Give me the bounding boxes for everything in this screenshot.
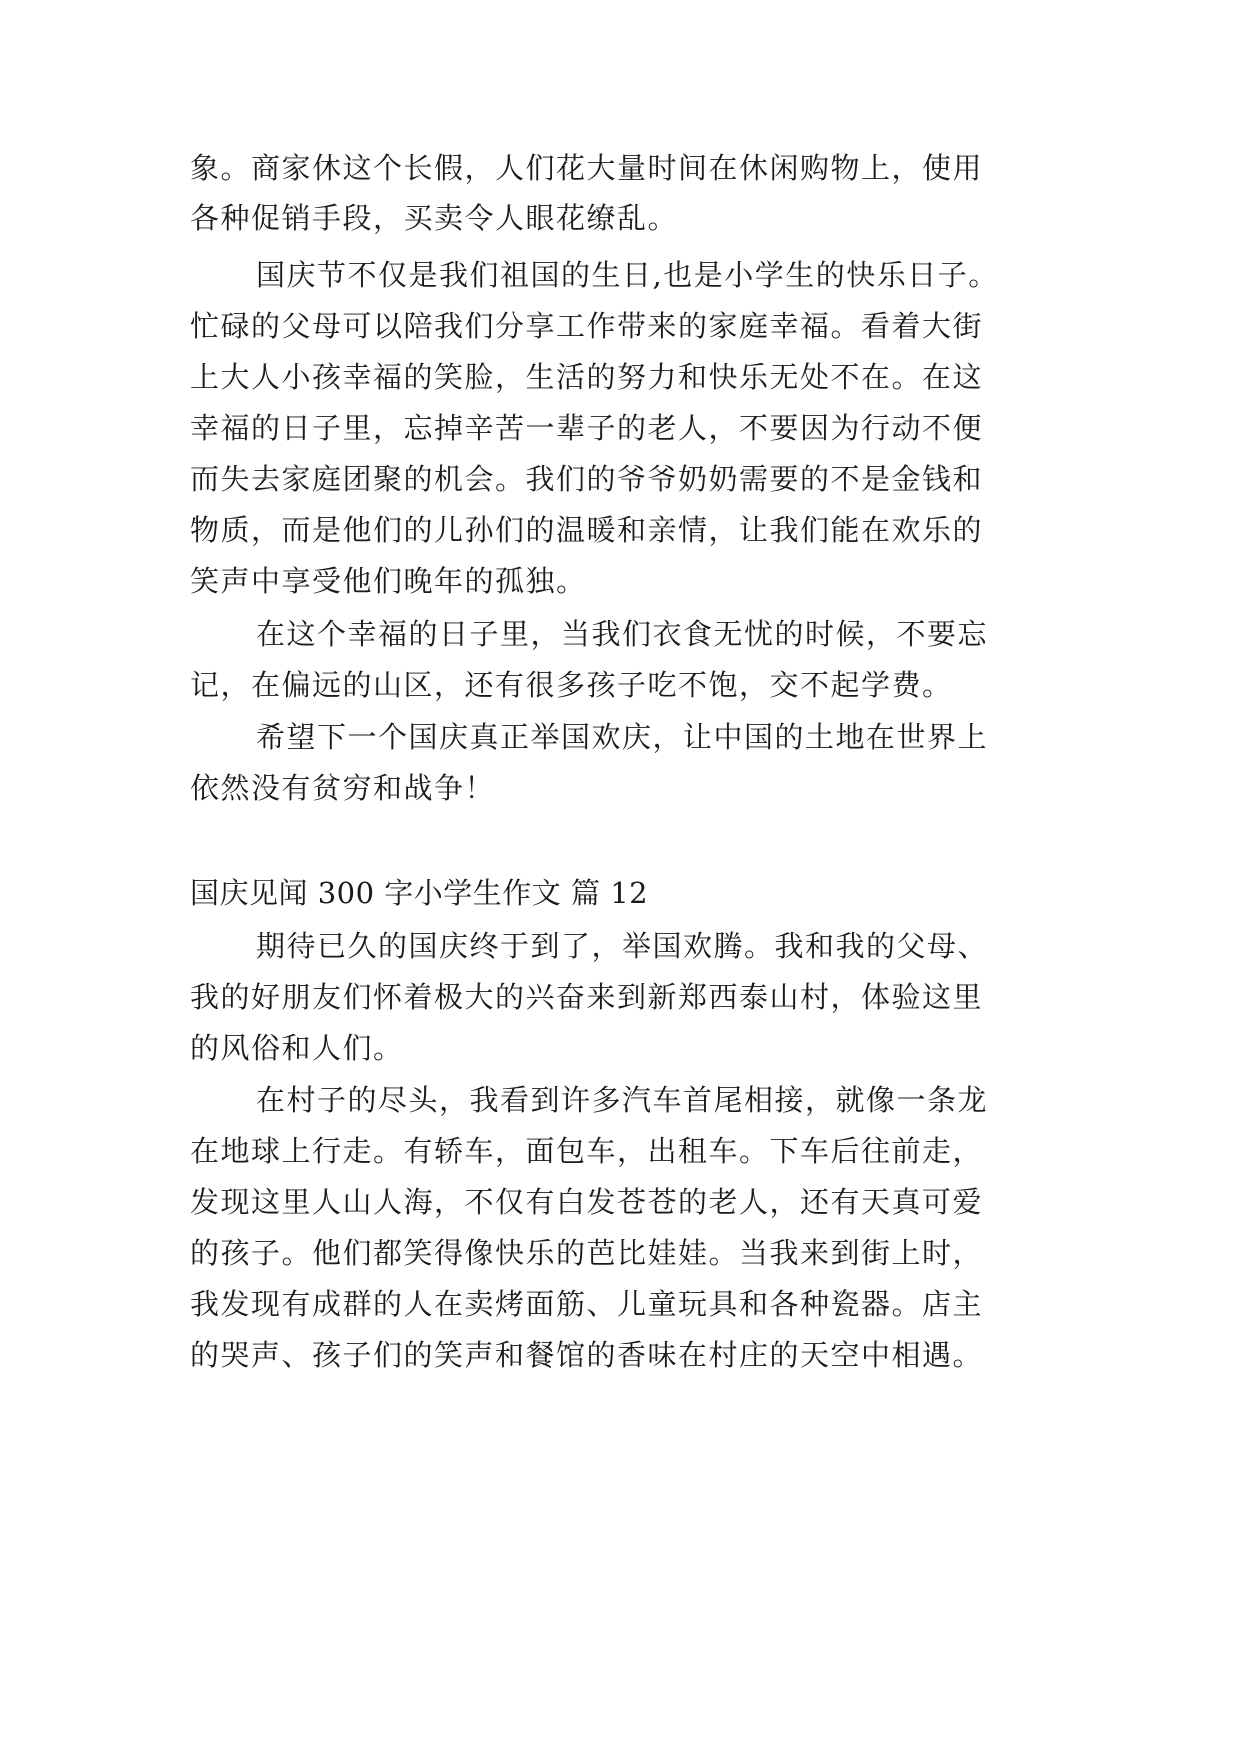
paragraph-first-line: 希望下一个国庆真正举国欢庆，让中国的土地在世界上 (256, 720, 989, 754)
text-line: 上大人小孩幸福的笑脸，生活的努力和快乐无处不在。在这 (190, 360, 984, 394)
text-line: 忙碌的父母可以陪我们分享工作带来的家庭幸福。看着大街 (190, 309, 984, 343)
paragraph-first-line: 期待已久的国庆终于到了，举国欢腾。我和我的父母、 (256, 929, 989, 963)
text-line: 我发现有成群的人在卖烤面筋、儿童玩具和各种瓷器。店主 (190, 1287, 984, 1321)
paragraph-first-line: 在这个幸福的日子里，当我们衣食无忧的时候，不要忘 (256, 617, 989, 651)
section-heading: 国庆见闻 300 字小学生作文 篇 12 (190, 876, 649, 910)
text-line: 的风俗和人们。 (190, 1031, 404, 1065)
paragraph-first-line: 国庆节不仅是我们祖国的生日,也是小学生的快乐日子。 (256, 258, 999, 292)
text-line: 依然没有贫穷和战争！ (190, 771, 496, 805)
text-line: 幸福的日子里，忘掉辛苦一辈子的老人，不要因为行动不便 (190, 411, 984, 445)
text-line: 笑声中享受他们晚年的孤独。 (190, 564, 587, 598)
text-line: 的哭声、孩子们的笑声和餐馆的香味在村庄的天空中相遇。 (190, 1338, 984, 1372)
paragraph-first-line: 在村子的尽头，我看到许多汽车首尾相接，就像一条龙 (256, 1083, 989, 1117)
text-line: 在地球上行走。有轿车，面包车，出租车。下车后往前走， (190, 1134, 984, 1168)
text-line: 记，在偏远的山区，还有很多孩子吃不饱，交不起学费。 (190, 668, 953, 702)
text-line: 而失去家庭团聚的机会。我们的爷爷奶奶需要的不是金钱和 (190, 462, 984, 496)
text-line: 象。商家休这个长假，人们花大量时间在休闲购物上，使用 (190, 151, 984, 185)
text-line: 发现这里人山人海，不仅有白发苍苍的老人，还有天真可爱 (190, 1185, 984, 1219)
text-line: 物质，而是他们的儿孙们的温暖和亲情，让我们能在欢乐的 (190, 513, 984, 547)
text-line: 的孩子。他们都笑得像快乐的芭比娃娃。当我来到街上时， (190, 1236, 984, 1270)
text-line: 我的好朋友们怀着极大的兴奋来到新郑西泰山村，体验这里 (190, 980, 984, 1014)
text-line: 各种促销手段，买卖令人眼花缭乱。 (190, 201, 679, 235)
